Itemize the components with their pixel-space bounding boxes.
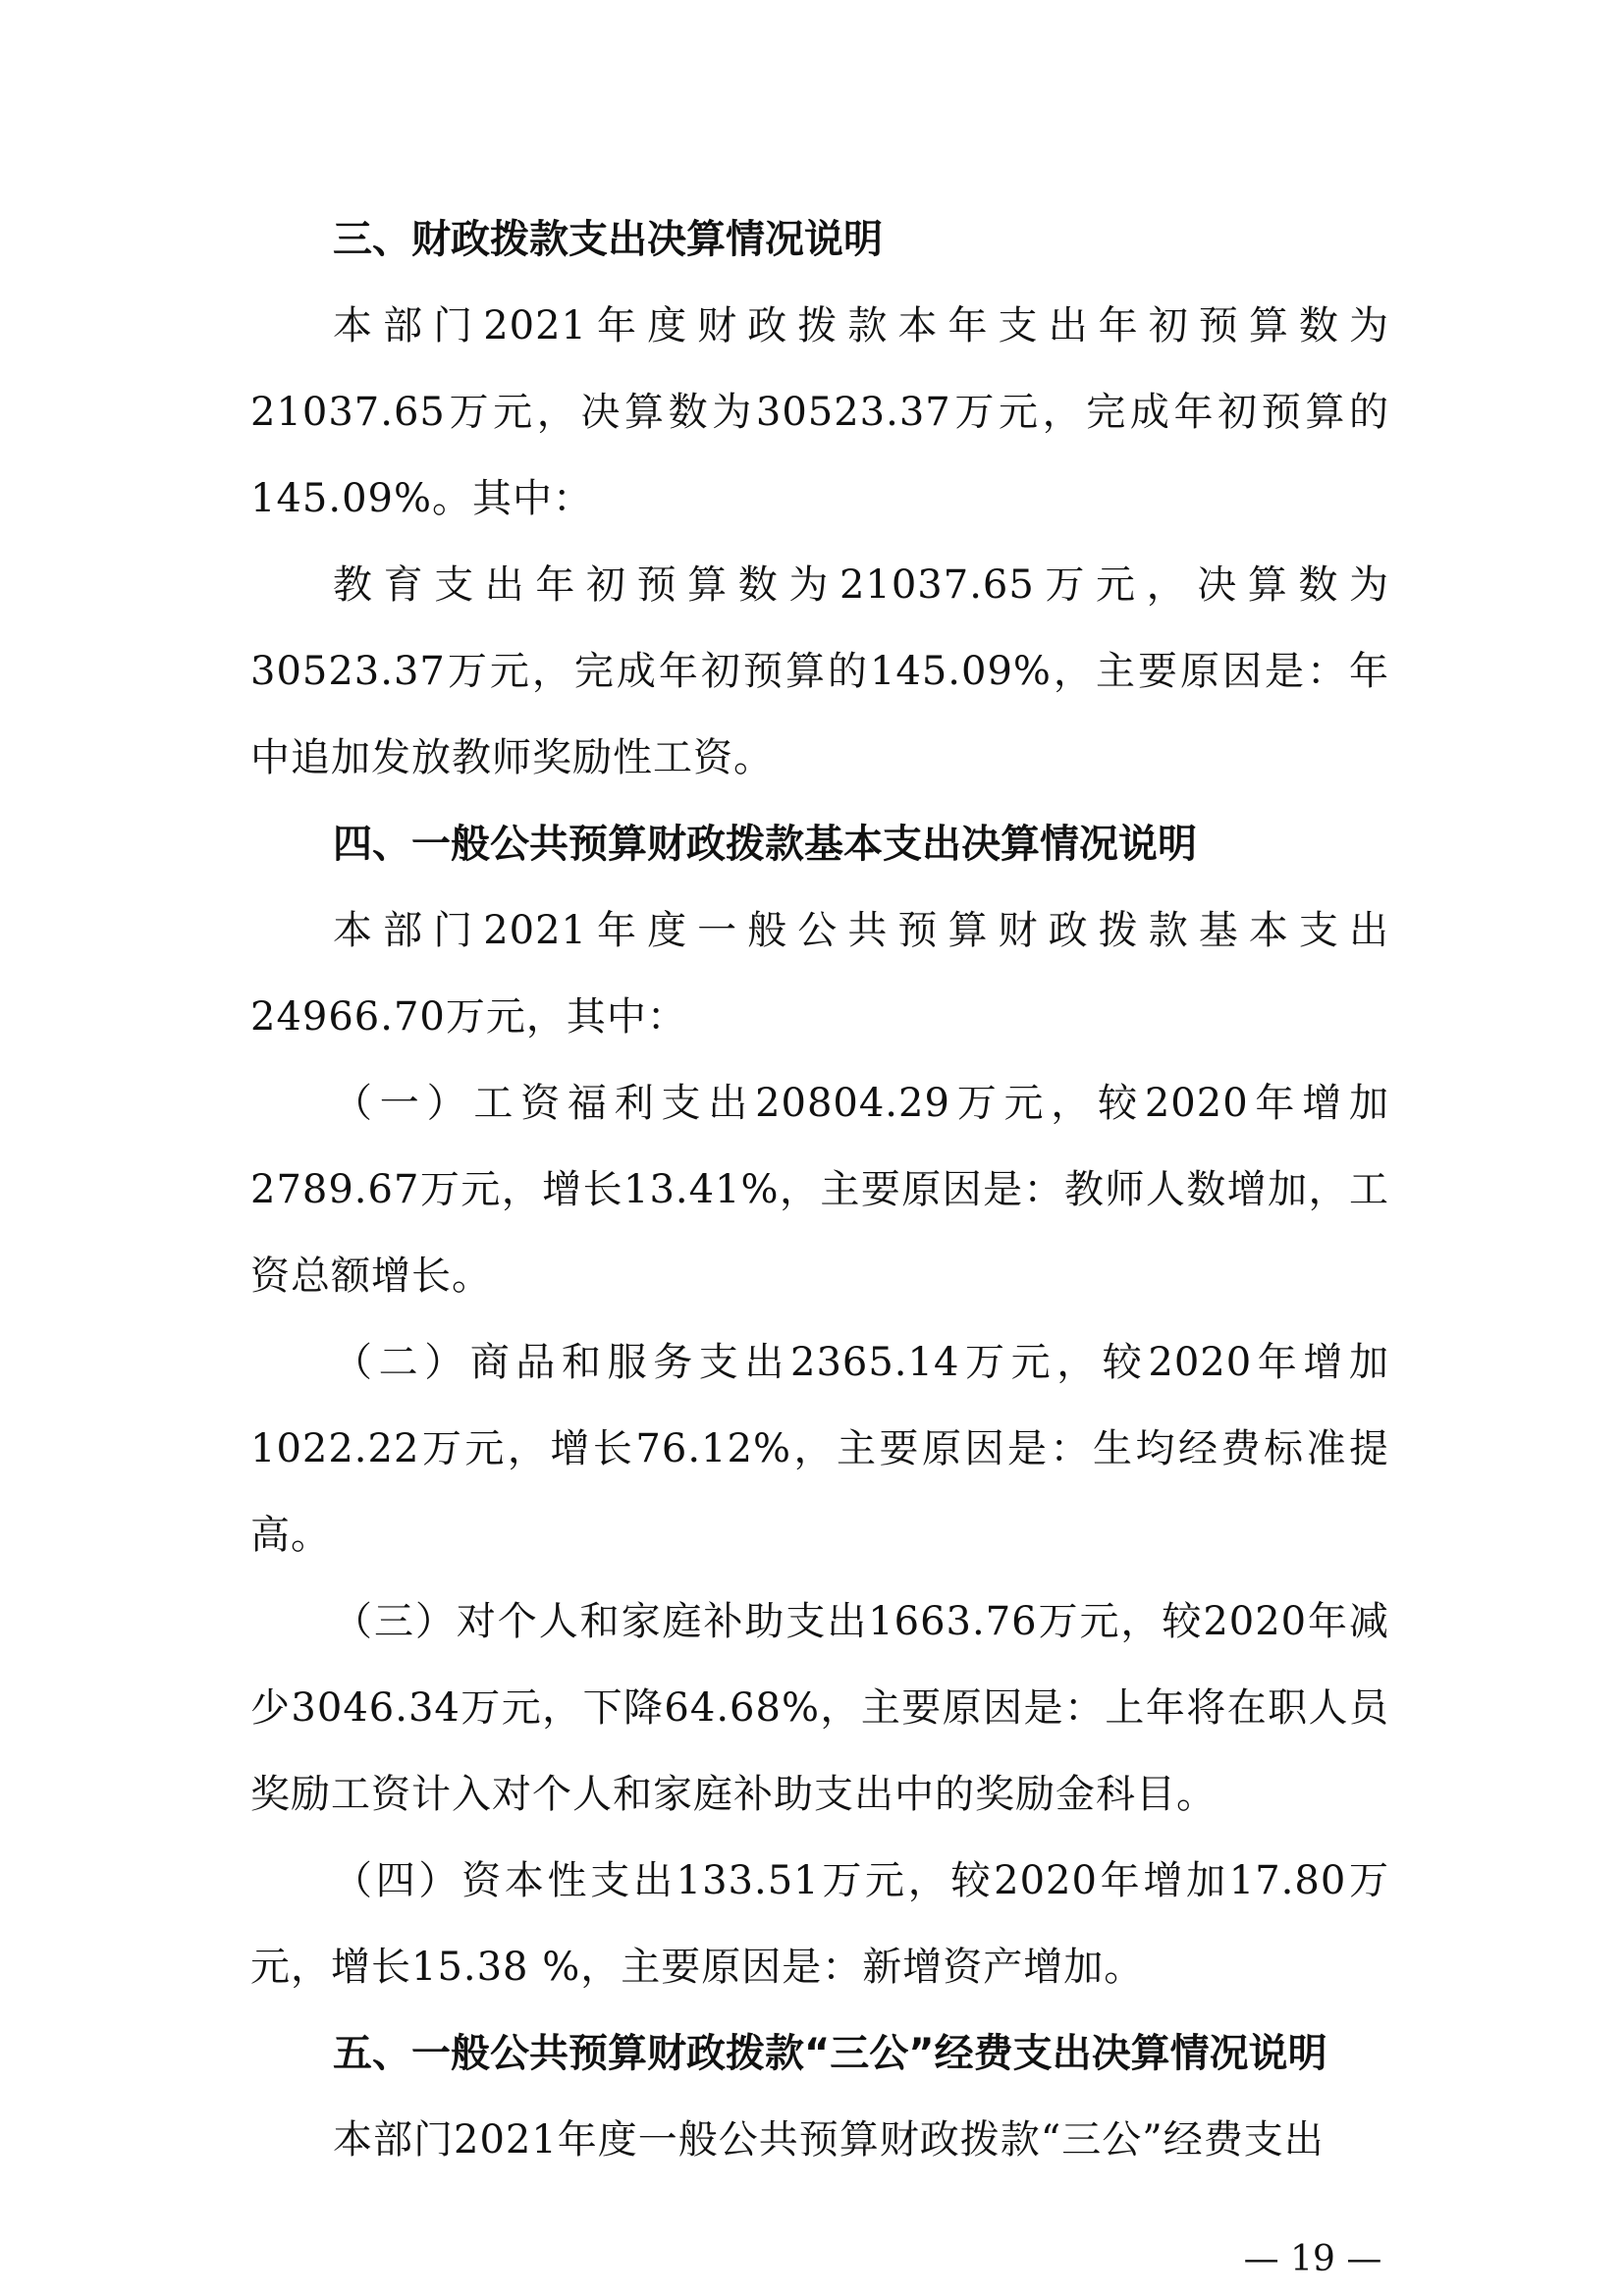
document-body	[250, 196, 1389, 2183]
paragraph-capital-expenditure: （四）资本性支出133.51万元，较2020年增加17.80万元，增长15.38 %，主要原因是：新增资产增加。	[250, 1858, 1389, 1990]
paragraph-household-subsidies: （三）对个人和家庭补助支出1663.76万元，较2020年减少3046.34万元，下降64.68%，主要原因是：上年将在职人员奖励工资计入对个人和家庭补助支出中的奖励金科目。	[250, 1599, 1389, 1817]
paragraph-basic-expenditure-summary: 本部门2021年度一般公共预算财政拨款基本支出24966.70万元，其中：	[250, 908, 1389, 1040]
paragraph-goods-services: （二）商品和服务支出2365.14万元，较2020年增加1022.22万元，增长76.12%，主要原因是：生均经费标准提高。	[250, 1340, 1389, 1558]
page-number: — 19 —	[1243, 2239, 1382, 2279]
section-heading-4: 四、一般公共预算财政拨款基本支出决算情况说明	[333, 822, 1197, 867]
paragraph-three-public-expenses: 本部门2021年度一般公共预算财政拨款“三公”经费支出	[333, 2117, 1325, 2163]
section-heading-3: 三、财政拨款支出决算情况说明	[333, 217, 883, 262]
section-heading-5: 五、一般公共预算财政拨款“三公”经费支出决算情况说明	[333, 2031, 1327, 2076]
paragraph-wages-benefits: （一）工资福利支出20804.29万元，较2020年增加2789.67万元，增长13.41%，主要原因是：教师人数增加，工资总额增长。	[250, 1081, 1389, 1299]
paragraph-fiscal-expenditure-summary: 本部门2021年度财政拨款本年支出年初预算数为21037.65万元，决算数为30523.37万元，完成年初预算的145.09%。其中：	[250, 303, 1389, 521]
paragraph-education-expenditure: 教育支出年初预算数为21037.65万元，决算数为30523.37万元，完成年初预算的145.09%，主要原因是：年中追加发放教师奖励性工资。	[250, 562, 1389, 780]
